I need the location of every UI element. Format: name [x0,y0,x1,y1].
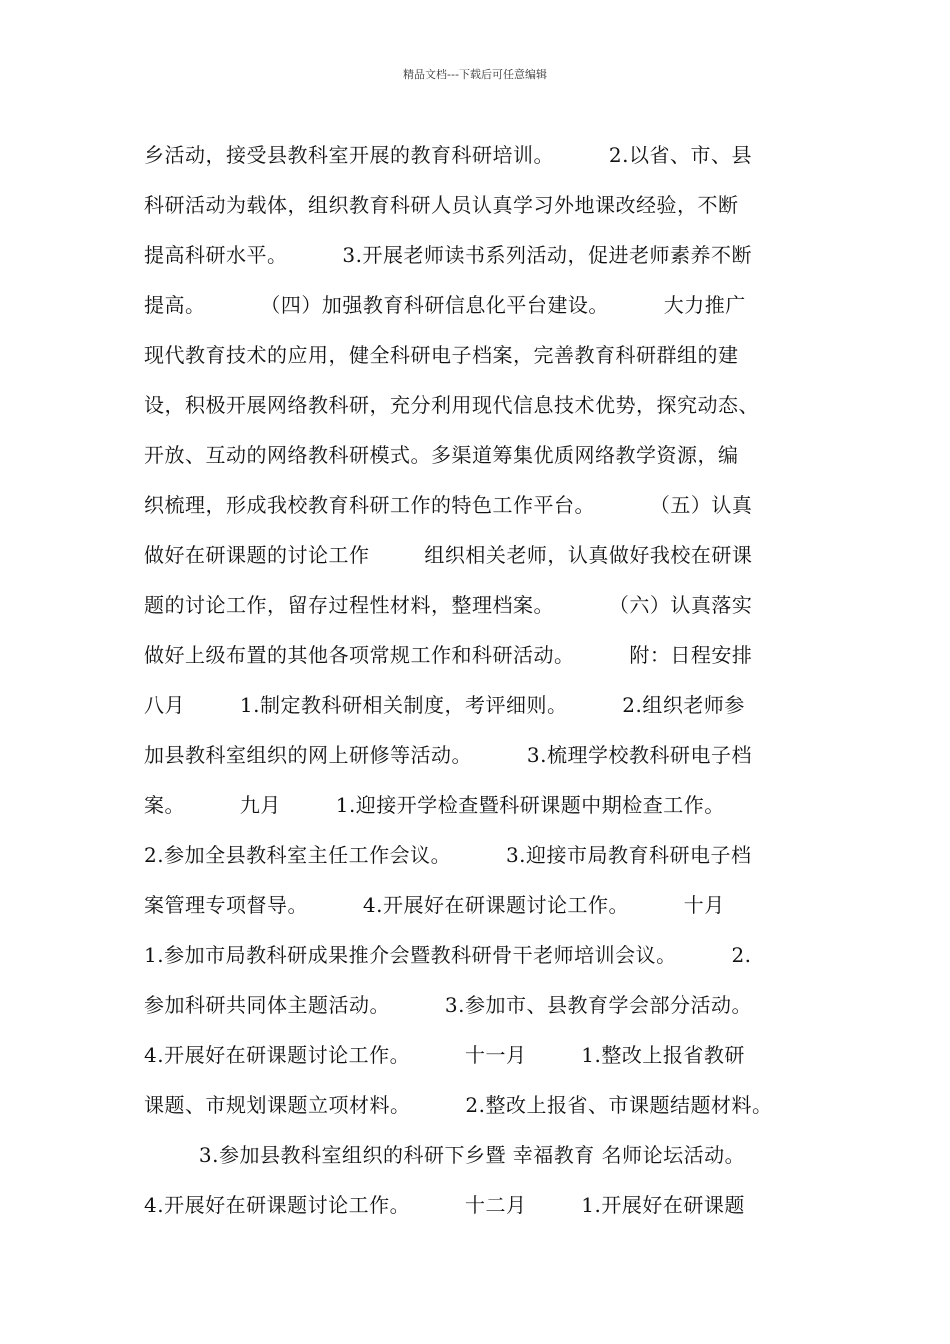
text-line: 做好在研课题的讨论工作 组织相关老师，认真做好我校在研课 [144,543,753,567]
text-line: 现代教育技术的应用，健全科研电子档案，完善教育科研群组的建 [144,343,739,367]
text-line: 4.开展好在研课题讨论工作。 十一月 1.整改上报省教研 [144,1043,745,1067]
text-line: 做好上级布置的其他各项常规工作和科研活动。 附：日程安排 [144,643,753,667]
text-line: 提高科研水平。 3.开展老师读书系列活动，促进老师素养不断 [144,243,752,267]
text-line: 开放、互动的网络教科研模式。多渠道筹集优质网络教学资源，编 [144,443,739,467]
text-line: 1.参加市局教科研成果推介会暨教科研骨干老师培训会议。 2. [144,943,752,967]
document-body [144,130,834,1230]
text-line: 提高。 （四）加强教育科研信息化平台建设。 大力推广 [144,293,746,317]
text-line: 案管理专项督导。 4.开展好在研课题讨论工作。 十月 [144,893,725,917]
text-line: 乡活动，接受县教科室开展的教育科研培训。 2.以省、市、县 [144,143,752,167]
text-line: 2.参加全县教科室主任工作会议。 3.迎接市局教育科研电子档 [144,843,752,867]
text-line: 设，积极开展网络教科研，充分利用现代信息技术优势，探究动态、 [144,393,759,417]
text-line: 加县教科室组织的网上研修等活动。 3.梳理学校教科研电子档 [144,743,752,767]
text-line: 案。 九月 1.迎接开学检查暨科研课题中期检查工作。 [144,793,725,817]
text-line: 课题、市规划课题立项材料。 2.整改上报省、市课题结题材料。 [144,1093,773,1117]
text-line: 八月 1.制定教科研相关制度，考评细则。 2.组织老师参 [144,693,745,717]
page-header: 精品文档---下载后可任意编辑 [403,68,547,81]
text-line: 织梳理，形成我校教育科研工作的特色工作平台。 （五）认真 [144,493,753,517]
text-line: 科研活动为载体，组织教育科研人员认真学习外地课改经验，不断 [144,193,739,217]
text-line: 3.参加县教科室组织的科研下乡暨 幸福教育 名师论坛活动。 [144,1143,746,1167]
text-line: 参加科研共同体主题活动。 3.参加市、县教育学会部分活动。 [144,993,752,1017]
text-line: 题的讨论工作，留存过程性材料，整理档案。 （六）认真落实 [144,593,753,617]
text-line: 4.开展好在研课题讨论工作。 十二月 1.开展好在研课题 [144,1193,745,1217]
